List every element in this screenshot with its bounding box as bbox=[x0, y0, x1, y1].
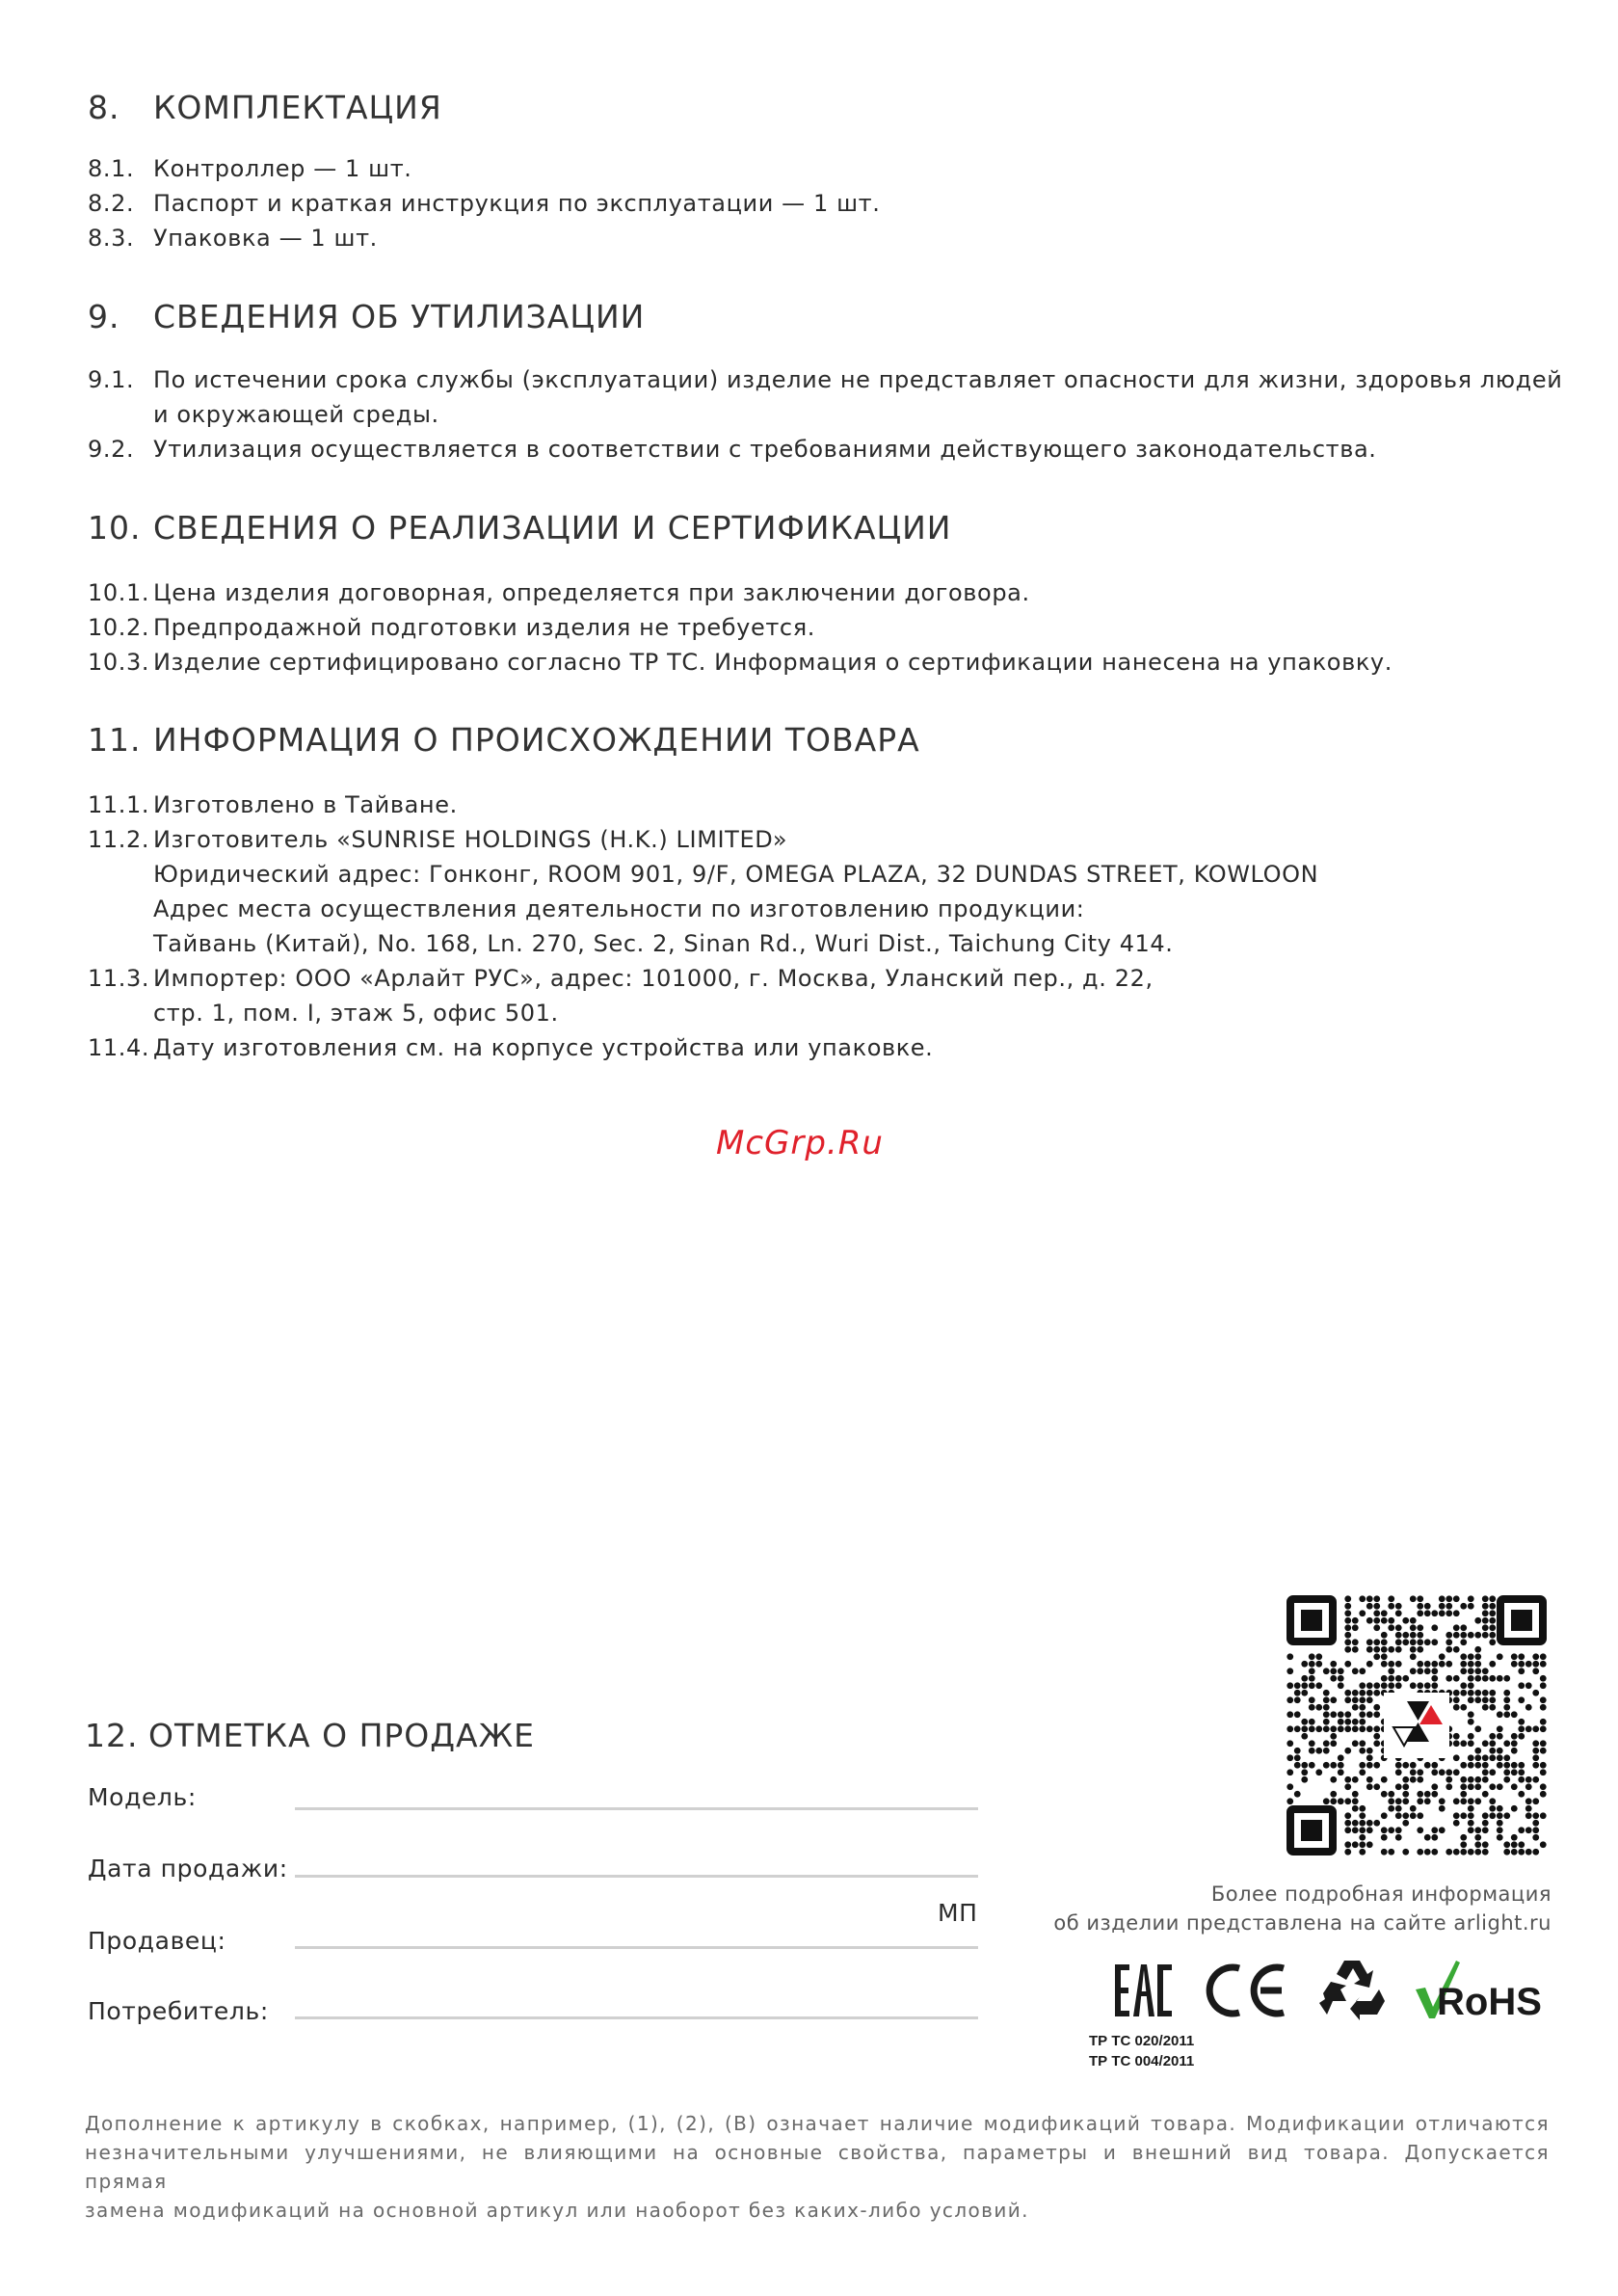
item-number: 8.2. bbox=[88, 190, 135, 217]
item-text: Изделие сертифицировано согласно ТР ТС. Информация о сертификации нанесена на упаковку. bbox=[153, 649, 1393, 676]
section-number: 9. bbox=[88, 298, 120, 335]
item-number: 10.1. bbox=[88, 579, 150, 606]
item-text: По истечении срока службы (эксплуатации) изделие не представляет опасности для жизни, здоровья людей bbox=[153, 366, 1563, 393]
item-number: 11.3. bbox=[88, 965, 150, 992]
section-9-list bbox=[88, 362, 1562, 467]
item-text-continuation: Тайвань (Китай), No. 168, Ln. 270, Sec. 2, Sinan Rd., Wuri Dist., Taichung City 414. bbox=[153, 930, 1174, 957]
item-text: Паспорт и краткая инструкция по эксплуатации — 1 шт. bbox=[153, 190, 881, 217]
section-number: 11. bbox=[88, 721, 142, 759]
section-number: 8. bbox=[88, 89, 120, 126]
item-number: 9.2. bbox=[88, 436, 135, 463]
item-text: Контроллер — 1 шт. bbox=[153, 155, 412, 182]
list-item bbox=[88, 822, 1318, 857]
list-item bbox=[88, 1030, 1318, 1065]
section-9-heading bbox=[88, 298, 645, 335]
standard-line: ТР ТС 020/2011 bbox=[1089, 2033, 1195, 2049]
list-item bbox=[88, 575, 1393, 610]
rohs-text: RoHS bbox=[1437, 1981, 1542, 2023]
section-title: СВЕДЕНИЯ О РЕАЛИЗАЦИИ И СЕРТИФИКАЦИИ bbox=[153, 509, 952, 547]
item-number: 11.2. bbox=[88, 826, 150, 853]
ce-mark-icon bbox=[1205, 1961, 1289, 2020]
eac-mark-icon bbox=[1114, 1962, 1174, 2020]
info-line: об изделии представлена на сайте arlight.ru bbox=[1053, 1911, 1552, 1935]
item-text: Изготовлено в Тайване. bbox=[153, 791, 458, 818]
item-text: Дату изготовления см. на корпусе устройства или упаковке. bbox=[153, 1034, 934, 1061]
sale-date-field[interactable] bbox=[295, 1875, 978, 1878]
item-text-continuation: стр. 1, пом. I, этаж 5, офис 501. bbox=[153, 1000, 559, 1027]
item-number: 10.2. bbox=[88, 614, 150, 641]
section-11-heading bbox=[88, 721, 920, 759]
rohs-mark-icon bbox=[1414, 1957, 1558, 2024]
item-number: 10.3. bbox=[88, 649, 150, 676]
model-field[interactable] bbox=[295, 1807, 978, 1810]
list-item bbox=[88, 186, 880, 221]
section-10-list bbox=[88, 575, 1393, 680]
consumer-label: Потребитель: bbox=[88, 1997, 269, 2025]
stamp-label: МП bbox=[938, 1899, 978, 1927]
item-text: Предпродажной подготовки изделия не требуется. bbox=[153, 614, 815, 641]
item-number: 9.1. bbox=[88, 366, 135, 393]
sale-date-label: Дата продажи: bbox=[88, 1855, 288, 1882]
item-text-continuation: Юридический адрес: Гонконг, ROOM 901, 9/F, OMEGA PLAZA, 32 DUNDAS STREET, KOWLOON bbox=[153, 861, 1319, 888]
section-title: СВЕДЕНИЯ ОБ УТИЛИЗАЦИИ bbox=[153, 298, 646, 335]
list-item bbox=[88, 788, 1318, 822]
seller-field[interactable] bbox=[295, 1946, 978, 1949]
standard-line: ТР ТС 004/2011 bbox=[1089, 2053, 1195, 2069]
footnote bbox=[85, 2109, 1550, 2225]
footnote-line: Дополнение к артикулу в скобках, например, (1), (2), (B) означает наличие модификаций товара. Модификации отличаются bbox=[85, 2112, 1550, 2135]
item-text-continuation: и окружающей среды. bbox=[153, 401, 439, 428]
consumer-field[interactable] bbox=[295, 2016, 978, 2019]
more-info-text bbox=[968, 1880, 1552, 1937]
tr-ts-standards bbox=[1089, 2031, 1194, 2071]
list-item bbox=[88, 610, 1393, 645]
item-text: Утилизация осуществляется в соответствии с требованиями действующего законодательства. bbox=[153, 436, 1377, 463]
model-label: Модель: bbox=[88, 1783, 197, 1811]
seller-label: Продавец: bbox=[88, 1927, 226, 1955]
section-8-list bbox=[88, 151, 880, 255]
list-item bbox=[88, 151, 880, 186]
qr-code bbox=[1286, 1595, 1547, 1855]
section-8-heading bbox=[88, 89, 442, 126]
footnote-line: незначительными улучшениями, не влияющими на основные свойства, параметры и внешний вид товара. Допускается прямая bbox=[85, 2141, 1550, 2193]
recycling-icon bbox=[1317, 1957, 1387, 2024]
section-number: 10. bbox=[88, 509, 142, 547]
item-text: Изготовитель «SUNRISE HOLDINGS (H.K.) LIMITED» bbox=[153, 826, 788, 853]
list-item bbox=[88, 221, 880, 255]
list-item bbox=[88, 961, 1318, 996]
item-text: Упаковка — 1 шт. bbox=[153, 225, 378, 252]
list-item bbox=[88, 362, 1562, 397]
list-item bbox=[88, 645, 1393, 680]
watermark: McGrp.Ru bbox=[716, 1124, 884, 1162]
list-item bbox=[88, 432, 1562, 467]
section-title: КОМПЛЕКТАЦИЯ bbox=[153, 89, 442, 126]
item-text: Импортер: ООО «Арлайт РУС», адрес: 101000, г. Москва, Уланский пер., д. 22, bbox=[153, 965, 1154, 992]
item-number: 11.1. bbox=[88, 791, 150, 818]
section-11-list bbox=[88, 788, 1318, 1065]
section-10-heading bbox=[88, 509, 951, 547]
info-line: Более подробная информация bbox=[1210, 1882, 1552, 1906]
section-number: 12. bbox=[85, 1717, 139, 1754]
item-text-continuation: Адрес места осуществления деятельности по изготовлению продукции: bbox=[153, 895, 1085, 922]
item-number: 8.3. bbox=[88, 225, 135, 252]
section-12-heading bbox=[85, 1717, 535, 1754]
section-title: ОТМЕТКА О ПРОДАЖЕ bbox=[148, 1717, 536, 1754]
item-text: Цена изделия договорная, определяется при заключении договора. bbox=[153, 579, 1030, 606]
footnote-line: замена модификаций на основной артикул или наоборот без каких-либо условий. bbox=[85, 2199, 1029, 2222]
item-number: 11.4. bbox=[88, 1034, 150, 1061]
section-title: ИНФОРМАЦИЯ О ПРОИСХОЖДЕНИИ ТОВАРА bbox=[153, 721, 920, 759]
item-number: 8.1. bbox=[88, 155, 135, 182]
